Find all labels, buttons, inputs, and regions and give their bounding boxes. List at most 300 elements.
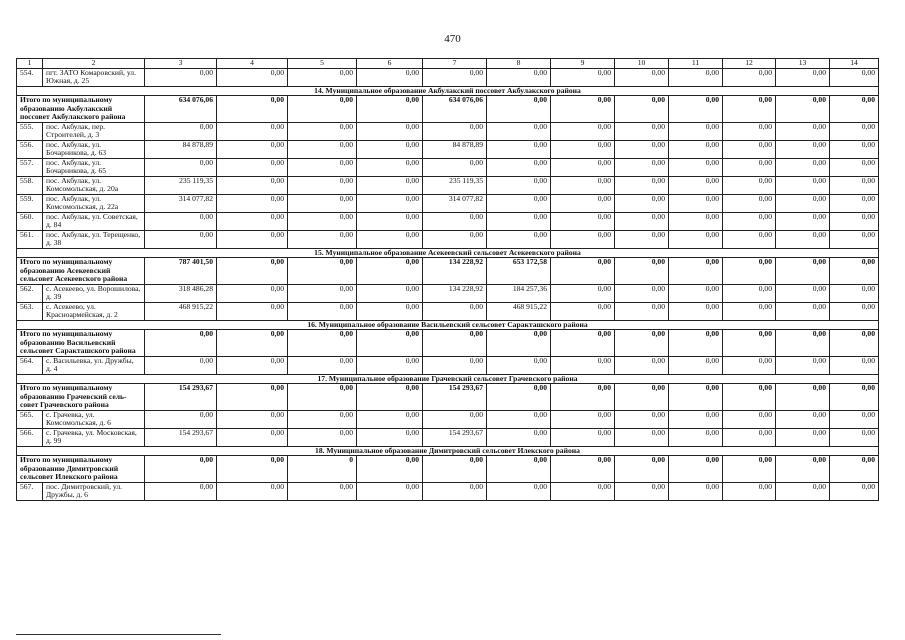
row-number: 566. — [17, 428, 43, 446]
row-value: 0,00 — [217, 140, 288, 158]
row-value: 0,00 — [288, 158, 357, 176]
row-value: 0,00 — [830, 212, 879, 230]
table-row — [17, 410, 879, 428]
row-value: 0,00 — [423, 482, 487, 500]
row-value: 0,00 — [288, 482, 357, 500]
row-value: 0,00 — [217, 284, 288, 302]
row-value: 0,00 — [357, 284, 423, 302]
row-value: 0,00 — [615, 230, 669, 248]
table-row — [17, 122, 879, 140]
row-value: 0,00 — [723, 284, 776, 302]
column-header: 13 — [776, 59, 830, 69]
row-value: 0,00 — [357, 482, 423, 500]
section-row — [17, 248, 879, 258]
row-address: пгт. ЗАТО Комаровский, ул. Южная, д. 25 — [43, 68, 145, 86]
row-value: 0,00 — [551, 140, 615, 158]
row-value: 0,00 — [723, 194, 776, 212]
row-value: 0,00 — [357, 302, 423, 320]
section-row — [17, 320, 879, 330]
row-value: 0,00 — [487, 428, 551, 446]
row-value: 0,00 — [830, 230, 879, 248]
row-value: 0,00 — [551, 122, 615, 140]
row-address: пос. Акбулак, ул. Терещенко, д. 38 — [43, 230, 145, 248]
total-value: 0,00 — [776, 96, 830, 123]
section-title: 14. Муниципальное образование Акбулакский поссовет Акбулакского района — [17, 86, 879, 96]
column-header: 1 — [17, 59, 43, 69]
total-value: 0,00 — [357, 258, 423, 285]
column-header: 7 — [423, 59, 487, 69]
row-value: 0,00 — [217, 428, 288, 446]
row-value: 0,00 — [288, 68, 357, 86]
total-value: 0,00 — [830, 258, 879, 285]
row-value: 0,00 — [830, 302, 879, 320]
row-value: 468 915,22 — [487, 302, 551, 320]
row-value: 0,00 — [669, 212, 723, 230]
table-body — [17, 59, 879, 501]
row-value: 0,00 — [669, 284, 723, 302]
row-value: 0,00 — [357, 212, 423, 230]
row-value: 0,00 — [615, 302, 669, 320]
total-value: 0,00 — [723, 96, 776, 123]
row-value: 0,00 — [615, 428, 669, 446]
row-value: 154 293,67 — [423, 428, 487, 446]
row-value: 0,00 — [776, 194, 830, 212]
row-value: 0,00 — [357, 140, 423, 158]
row-value: 0,00 — [615, 140, 669, 158]
row-value: 0,00 — [217, 410, 288, 428]
row-value: 0,00 — [145, 212, 217, 230]
row-value: 318 486,28 — [145, 284, 217, 302]
row-value: 0,00 — [776, 410, 830, 428]
row-value: 0,00 — [217, 194, 288, 212]
row-value: 134 228,92 — [423, 284, 487, 302]
column-header: 2 — [43, 59, 145, 69]
total-value: 0,00 — [830, 456, 879, 483]
section-row — [17, 86, 879, 96]
total-value: 0,00 — [357, 384, 423, 411]
row-value: 0,00 — [776, 158, 830, 176]
row-value: 0,00 — [669, 482, 723, 500]
row-value: 0,00 — [830, 68, 879, 86]
row-value: 0,00 — [145, 482, 217, 500]
row-value: 0,00 — [487, 482, 551, 500]
row-value: 0,00 — [830, 410, 879, 428]
row-number: 560. — [17, 212, 43, 230]
total-row — [17, 330, 879, 357]
row-address: пос. Акбулак, ул. Советская, д. 84 — [43, 212, 145, 230]
row-value: 0,00 — [217, 176, 288, 194]
total-label: Итого по муниципальному образованию Грачевский сель-совет Грачевского района — [17, 384, 145, 411]
row-value: 0,00 — [669, 428, 723, 446]
column-header: 4 — [217, 59, 288, 69]
row-value: 0,00 — [830, 176, 879, 194]
row-value: 0,00 — [357, 428, 423, 446]
row-value: 0,00 — [723, 230, 776, 248]
row-address: пос. Акбулак, ул. Комсомольская, д. 22а — [43, 194, 145, 212]
total-value: 0,00 — [217, 384, 288, 411]
row-number: 561. — [17, 230, 43, 248]
total-value: 0,00 — [288, 258, 357, 285]
total-value: 0,00 — [723, 456, 776, 483]
row-value: 0,00 — [669, 356, 723, 374]
row-value: 0,00 — [145, 230, 217, 248]
row-value: 0,00 — [669, 140, 723, 158]
row-address: пос. Акбулак, ул. Комсомольская, д. 20а — [43, 176, 145, 194]
row-value: 0,00 — [669, 410, 723, 428]
table-row — [17, 176, 879, 194]
row-value: 0,00 — [776, 356, 830, 374]
total-value: 0,00 — [615, 330, 669, 357]
row-value: 0,00 — [830, 158, 879, 176]
total-row — [17, 258, 879, 285]
row-value: 0,00 — [423, 230, 487, 248]
row-value: 0,00 — [669, 122, 723, 140]
column-header: 14 — [830, 59, 879, 69]
row-number: 562. — [17, 284, 43, 302]
row-value: 0,00 — [615, 356, 669, 374]
row-value: 0,00 — [217, 482, 288, 500]
total-value: 0,00 — [145, 330, 217, 357]
row-value: 0,00 — [217, 68, 288, 86]
row-value: 84 878,89 — [145, 140, 217, 158]
row-value: 0,00 — [615, 122, 669, 140]
row-value: 0,00 — [615, 410, 669, 428]
row-value: 0,00 — [487, 356, 551, 374]
row-address: с. Васильевка, ул. Дружбы, д. 4 — [43, 356, 145, 374]
column-header: 10 — [615, 59, 669, 69]
row-value: 0,00 — [830, 428, 879, 446]
row-value: 0,00 — [615, 284, 669, 302]
table-row — [17, 68, 879, 86]
row-value: 468 915,22 — [145, 302, 217, 320]
row-address: с. Грачевка, ул. Комсомольская, д. 6 — [43, 410, 145, 428]
total-value: 154 293,67 — [423, 384, 487, 411]
row-number: 559. — [17, 194, 43, 212]
row-number: 557. — [17, 158, 43, 176]
row-value: 0,00 — [723, 482, 776, 500]
section-title: 17. Муниципальное образование Грачевский сельсовет Грачевского района — [17, 374, 879, 384]
row-value: 0,00 — [776, 140, 830, 158]
row-value: 314 077,82 — [423, 194, 487, 212]
row-value: 0,00 — [776, 428, 830, 446]
total-value: 787 401,50 — [145, 258, 217, 285]
row-value: 0,00 — [423, 68, 487, 86]
table-row — [17, 302, 879, 320]
row-value: 0,00 — [145, 122, 217, 140]
total-value: 0,00 — [357, 96, 423, 123]
total-value: 0,00 — [551, 384, 615, 411]
total-value: 0,00 — [776, 330, 830, 357]
total-label: Итого по муниципальному образованию Димитровский сельсовет Илекского района — [17, 456, 145, 483]
data-table — [16, 58, 879, 501]
total-value: 0,00 — [669, 96, 723, 123]
total-value: 0,00 — [776, 384, 830, 411]
row-address: с. Грачевка, ул. Московская, д. 99 — [43, 428, 145, 446]
row-value: 0,00 — [217, 230, 288, 248]
section-title: 15. Муниципальное образование Асекеевский сельсовет Асекеевского района — [17, 248, 879, 258]
row-value: 0,00 — [776, 284, 830, 302]
total-value: 0,00 — [217, 258, 288, 285]
row-value: 0,00 — [723, 302, 776, 320]
row-value: 0,00 — [551, 176, 615, 194]
total-value: 0,00 — [830, 384, 879, 411]
row-value: 0,00 — [423, 302, 487, 320]
row-value: 0,00 — [551, 230, 615, 248]
table-row — [17, 194, 879, 212]
row-value: 0,00 — [551, 410, 615, 428]
column-header: 8 — [487, 59, 551, 69]
row-value: 0,00 — [288, 212, 357, 230]
total-value: 0,00 — [551, 456, 615, 483]
section-title: 18. Муниципальное образование Димитровский сельсовет Илекского района — [17, 446, 879, 456]
total-value: 653 172,58 — [487, 258, 551, 285]
row-value: 0,00 — [487, 140, 551, 158]
total-value: 0,00 — [669, 384, 723, 411]
row-value: 0,00 — [776, 212, 830, 230]
row-number: 567. — [17, 482, 43, 500]
row-value: 0,00 — [288, 284, 357, 302]
row-value: 0,00 — [776, 230, 830, 248]
row-value: 0,00 — [487, 212, 551, 230]
row-value: 0,00 — [145, 158, 217, 176]
row-number: 556. — [17, 140, 43, 158]
row-value: 0,00 — [357, 122, 423, 140]
row-value: 0,00 — [776, 122, 830, 140]
total-row — [17, 456, 879, 483]
row-value: 0,00 — [723, 140, 776, 158]
row-value: 0,00 — [423, 158, 487, 176]
total-value: 0,00 — [217, 456, 288, 483]
row-address: пос. Акбулак, ул. Бочарникова, д. 63 — [43, 140, 145, 158]
section-title: 16. Муниципальное образование Васильевский сельсовет Саракташского района — [17, 320, 879, 330]
row-value: 0,00 — [615, 194, 669, 212]
row-value: 0,00 — [723, 68, 776, 86]
total-value: 0,00 — [615, 384, 669, 411]
table-row — [17, 140, 879, 158]
row-value: 0,00 — [551, 482, 615, 500]
row-value: 0,00 — [615, 158, 669, 176]
total-value: 0,00 — [615, 96, 669, 123]
row-value: 0,00 — [723, 410, 776, 428]
total-value: 0,00 — [615, 456, 669, 483]
total-value: 0,00 — [145, 456, 217, 483]
row-value: 0,00 — [669, 194, 723, 212]
table-row — [17, 230, 879, 248]
column-header-row — [17, 59, 879, 69]
total-value: 0,00 — [357, 456, 423, 483]
total-value: 0,00 — [357, 330, 423, 357]
total-value: 0,00 — [615, 258, 669, 285]
row-address: с. Асекеево, ул. Красноармейская, д. 2 — [43, 302, 145, 320]
row-value: 0,00 — [723, 212, 776, 230]
row-value: 0,00 — [487, 176, 551, 194]
row-value: 0,00 — [357, 230, 423, 248]
row-value: 0,00 — [669, 302, 723, 320]
row-value: 0,00 — [145, 356, 217, 374]
page-number: 470 — [444, 33, 461, 45]
row-value: 0,00 — [615, 176, 669, 194]
column-header: 9 — [551, 59, 615, 69]
total-value: 0,00 — [288, 96, 357, 123]
total-value: 0,00 — [669, 330, 723, 357]
row-value: 0,00 — [357, 158, 423, 176]
row-value: 0,00 — [487, 158, 551, 176]
row-value: 0,00 — [776, 68, 830, 86]
total-value: 134 228,92 — [423, 258, 487, 285]
total-value: 0,00 — [217, 330, 288, 357]
table-row — [17, 212, 879, 230]
row-value: 0,00 — [669, 176, 723, 194]
row-value: 0,00 — [487, 194, 551, 212]
row-value: 0,00 — [723, 122, 776, 140]
row-value: 0,00 — [145, 410, 217, 428]
row-value: 0,00 — [145, 68, 217, 86]
footnote-rule — [16, 634, 221, 635]
row-value: 0,00 — [487, 230, 551, 248]
row-number: 563. — [17, 302, 43, 320]
row-value: 0,00 — [217, 302, 288, 320]
row-value: 0,00 — [423, 122, 487, 140]
row-value: 154 293,67 — [145, 428, 217, 446]
row-value: 0,00 — [487, 122, 551, 140]
row-value: 0,00 — [669, 158, 723, 176]
row-value: 0,00 — [830, 482, 879, 500]
total-row — [17, 384, 879, 411]
total-value: 0,00 — [288, 330, 357, 357]
column-header: 3 — [145, 59, 217, 69]
total-value: 0,00 — [288, 384, 357, 411]
row-value: 0,00 — [487, 410, 551, 428]
row-value: 0,00 — [357, 176, 423, 194]
total-value: 0 — [288, 456, 357, 483]
total-value: 0,00 — [723, 330, 776, 357]
row-value: 314 077,82 — [145, 194, 217, 212]
row-value: 0,00 — [487, 68, 551, 86]
total-label: Итого по муниципальному образованию Васильевский сельсовет Саракташского района — [17, 330, 145, 357]
column-header: 12 — [723, 59, 776, 69]
total-value: 0,00 — [776, 258, 830, 285]
row-value: 0,00 — [288, 230, 357, 248]
column-header: 6 — [357, 59, 423, 69]
column-header: 5 — [288, 59, 357, 69]
row-value: 0,00 — [723, 176, 776, 194]
total-value: 0,00 — [487, 330, 551, 357]
row-value: 0,00 — [423, 356, 487, 374]
row-value: 235 119,35 — [145, 176, 217, 194]
table-row — [17, 482, 879, 500]
row-value: 0,00 — [423, 212, 487, 230]
total-label: Итого по муниципальному образованию Акбулакский поссовет Акбулакского района — [17, 96, 145, 123]
row-address: пос. Акбулак, ул. Бочарникова, д. 65 — [43, 158, 145, 176]
row-value: 0,00 — [288, 140, 357, 158]
column-header: 11 — [669, 59, 723, 69]
row-value: 0,00 — [357, 194, 423, 212]
total-value: 634 076,06 — [145, 96, 217, 123]
row-value: 0,00 — [288, 428, 357, 446]
row-value: 0,00 — [830, 194, 879, 212]
row-value: 0,00 — [217, 356, 288, 374]
table-row — [17, 284, 879, 302]
total-value: 0,00 — [551, 96, 615, 123]
total-value: 0,00 — [487, 384, 551, 411]
total-value: 0,00 — [487, 96, 551, 123]
row-value: 0,00 — [423, 410, 487, 428]
row-value: 0,00 — [551, 194, 615, 212]
row-number: 555. — [17, 122, 43, 140]
row-address: пос. Димитровский, ул. Дружбы, д. 6 — [43, 482, 145, 500]
row-value: 0,00 — [776, 482, 830, 500]
row-number: 558. — [17, 176, 43, 194]
row-value: 0,00 — [288, 194, 357, 212]
total-value: 0,00 — [423, 456, 487, 483]
total-value: 0,00 — [776, 456, 830, 483]
total-value: 154 293,67 — [145, 384, 217, 411]
total-row — [17, 96, 879, 123]
total-value: 0,00 — [551, 258, 615, 285]
row-value: 0,00 — [551, 302, 615, 320]
row-value: 0,00 — [830, 356, 879, 374]
row-value: 0,00 — [776, 176, 830, 194]
table-row — [17, 158, 879, 176]
total-value: 0,00 — [669, 456, 723, 483]
row-address: пос. Акбулак, пер. Строителей, д. 3 — [43, 122, 145, 140]
total-value: 0,00 — [830, 96, 879, 123]
row-value: 0,00 — [288, 122, 357, 140]
row-number: 564. — [17, 356, 43, 374]
total-value: 0,00 — [217, 96, 288, 123]
row-value: 0,00 — [217, 122, 288, 140]
row-address: с. Асекеево, ул. Ворошилова, д. 39 — [43, 284, 145, 302]
row-value: 0,00 — [723, 158, 776, 176]
total-value: 0,00 — [669, 258, 723, 285]
row-value: 0,00 — [776, 302, 830, 320]
section-row — [17, 374, 879, 384]
row-value: 0,00 — [288, 356, 357, 374]
row-value: 0,00 — [615, 482, 669, 500]
row-value: 0,00 — [217, 212, 288, 230]
row-value: 235 119,35 — [423, 176, 487, 194]
total-value: 0,00 — [723, 384, 776, 411]
row-value: 0,00 — [615, 68, 669, 86]
total-value: 634 076,06 — [423, 96, 487, 123]
total-value: 0,00 — [723, 258, 776, 285]
row-value: 0,00 — [723, 428, 776, 446]
table-row — [17, 356, 879, 374]
row-value: 0,00 — [357, 68, 423, 86]
row-value: 0,00 — [357, 356, 423, 374]
row-value: 0,00 — [288, 176, 357, 194]
table-row — [17, 428, 879, 446]
row-value: 0,00 — [669, 68, 723, 86]
row-value: 0,00 — [551, 428, 615, 446]
row-value: 0,00 — [830, 140, 879, 158]
total-value: 0,00 — [830, 330, 879, 357]
row-value: 0,00 — [551, 356, 615, 374]
row-value: 0,00 — [217, 158, 288, 176]
total-value: 0,00 — [487, 456, 551, 483]
row-value: 0,00 — [551, 158, 615, 176]
total-value: 0,00 — [423, 330, 487, 357]
row-value: 0,00 — [830, 284, 879, 302]
row-value: 184 257,36 — [487, 284, 551, 302]
section-row — [17, 446, 879, 456]
row-value: 0,00 — [615, 212, 669, 230]
row-value: 0,00 — [551, 212, 615, 230]
row-value: 0,00 — [288, 302, 357, 320]
row-value: 0,00 — [723, 356, 776, 374]
row-value: 0,00 — [551, 284, 615, 302]
row-number: 565. — [17, 410, 43, 428]
